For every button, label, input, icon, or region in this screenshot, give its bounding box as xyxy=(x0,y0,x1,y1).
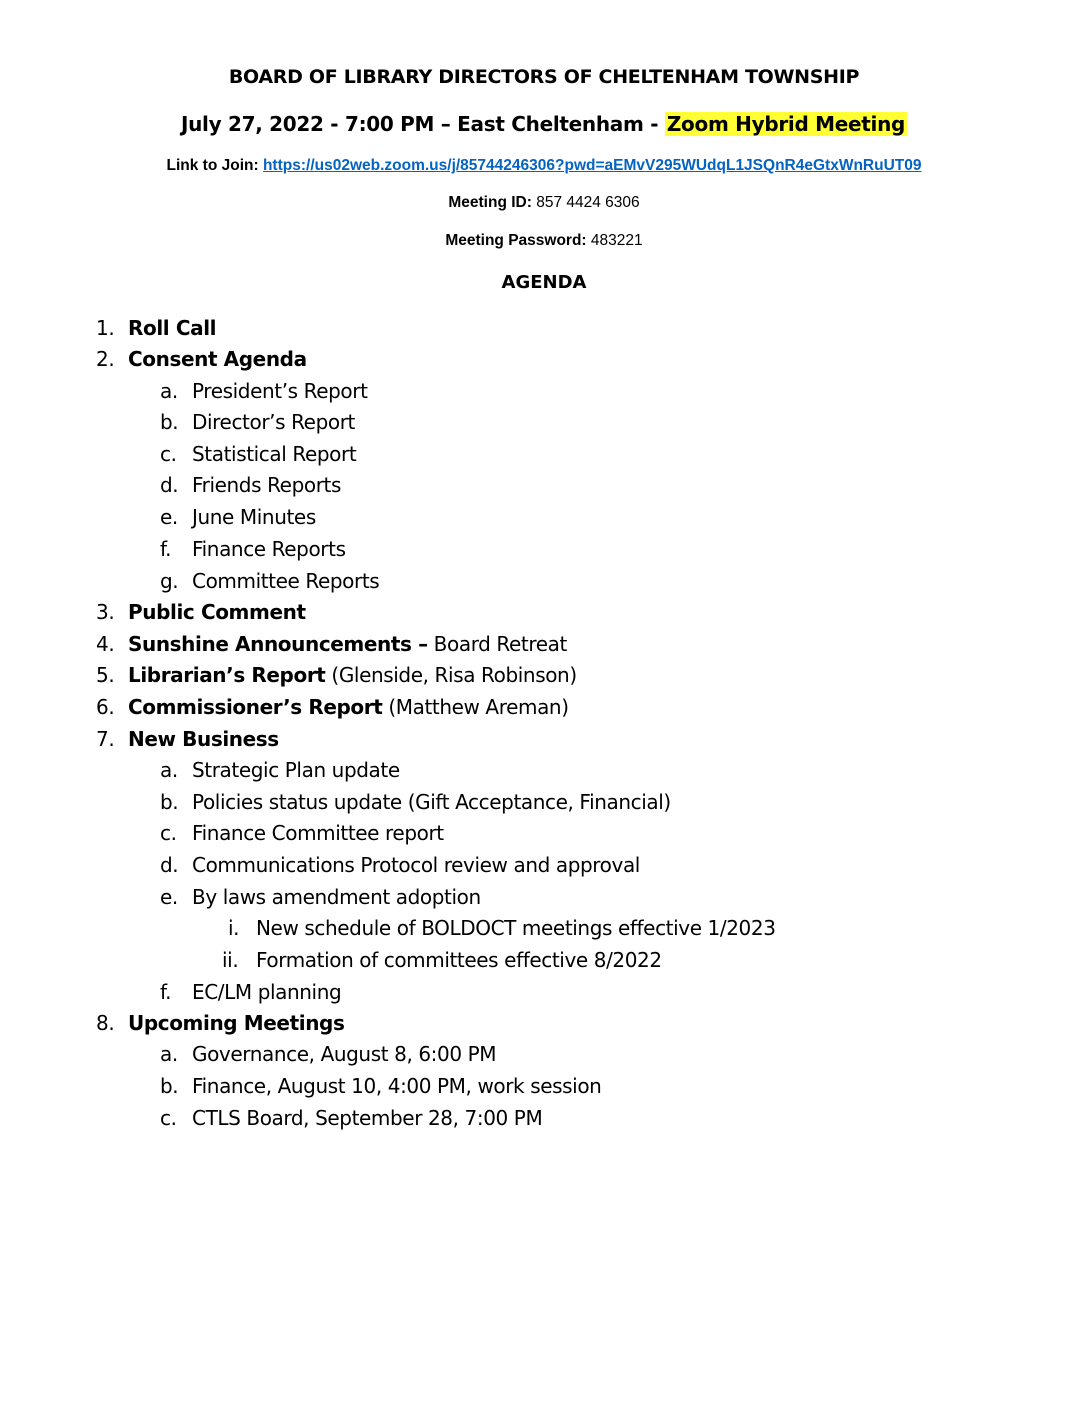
item-number: 3. xyxy=(96,600,115,624)
sub-roman: ii. xyxy=(222,948,239,972)
sub-letter: a. xyxy=(160,1042,178,1066)
sub-letter: d. xyxy=(160,473,179,497)
sub-text: Formation of committees effective 8/2022 xyxy=(256,948,662,972)
sub-text: By laws amendment adoption xyxy=(192,885,481,909)
sub-text: Strategic Plan update xyxy=(192,758,400,782)
item-number: 1. xyxy=(96,316,115,340)
sub-text: Director’s Report xyxy=(192,410,355,434)
item-detail: (Glenside, Risa Robinson) xyxy=(325,663,577,687)
sub-text: President’s Report xyxy=(192,379,368,403)
item-label: Librarian’s Report xyxy=(128,663,326,687)
sub-text: Finance Committee report xyxy=(192,821,444,845)
meeting-id-label: Meeting ID: xyxy=(448,194,532,211)
meeting-id-line xyxy=(0,194,1088,212)
sub-text: Governance, August 8, 6:00 PM xyxy=(192,1042,497,1066)
sub-text: New schedule of BOLDOCT meetings effective 1/2023 xyxy=(256,916,776,940)
sub-text: Friends Reports xyxy=(192,473,342,497)
sub-letter: b. xyxy=(160,1074,179,1098)
item-number: 8. xyxy=(96,1011,115,1035)
sub-letter: f. xyxy=(160,980,172,1004)
meeting-date-location: July 27, 2022 - 7:00 PM – East Cheltenham - xyxy=(180,112,665,136)
item-label: Upcoming Meetings xyxy=(128,1011,345,1035)
sub-text: EC/LM planning xyxy=(192,980,342,1004)
meeting-password-line xyxy=(0,232,1088,250)
sub-letter: b. xyxy=(160,410,179,434)
meeting-password-value: 483221 xyxy=(590,232,643,249)
sub-text: Finance, August 10, 4:00 PM, work session xyxy=(192,1074,602,1098)
sub-letter: b. xyxy=(160,790,179,814)
item-label: Public Comment xyxy=(128,600,306,624)
item-number: 2. xyxy=(96,347,115,371)
sub-text: Statistical Report xyxy=(192,442,357,466)
item-detail: (Matthew Areman) xyxy=(382,695,569,719)
sub-letter: f. xyxy=(160,537,172,561)
meeting-id-value: 857 4424 6306 xyxy=(536,194,640,211)
item-label: Consent Agenda xyxy=(128,347,307,371)
sub-letter: c. xyxy=(160,1106,177,1130)
zoom-hybrid-highlight: Zoom Hybrid Meeting xyxy=(666,112,906,136)
sub-letter: g. xyxy=(160,569,179,593)
sub-letter: e. xyxy=(160,885,178,909)
sub-text: Committee Reports xyxy=(192,569,380,593)
item-number: 4. xyxy=(96,632,115,656)
item-number: 7. xyxy=(96,727,115,751)
item-number: 6. xyxy=(96,695,115,719)
document-title: BOARD OF LIBRARY DIRECTORS OF CHELTENHAM TOWNSHIP xyxy=(228,66,860,88)
item-label: Commissioner’s Report xyxy=(128,695,383,719)
meeting-password-label: Meeting Password: xyxy=(445,232,587,249)
sub-letter: a. xyxy=(160,379,178,403)
item-label: Sunshine Announcements – xyxy=(128,632,428,656)
sub-text: Policies status update (Gift Acceptance, Financial) xyxy=(192,790,671,814)
sub-text: CTLS Board, September 28, 7:00 PM xyxy=(192,1106,543,1130)
sub-letter: d. xyxy=(160,853,179,877)
sub-text: June Minutes xyxy=(192,505,316,529)
agenda-heading: AGENDA xyxy=(501,272,587,293)
item-number: 5. xyxy=(96,663,115,687)
meeting-subtitle xyxy=(0,112,1088,136)
zoom-join-link[interactable]: https://us02web.zoom.us/j/85744246306?pwd=aEMvV295WUdqL1JSQnR4eGtxWnRuUT09 xyxy=(262,157,922,174)
item-label: New Business xyxy=(128,727,279,751)
sub-letter: c. xyxy=(160,442,177,466)
sub-roman: i. xyxy=(228,916,240,940)
sub-letter: e. xyxy=(160,505,178,529)
sub-text: Communications Protocol review and approval xyxy=(192,853,640,877)
sub-text: Finance Reports xyxy=(192,537,346,561)
sub-letter: c. xyxy=(160,821,177,845)
item-detail: Board Retreat xyxy=(427,632,567,656)
item-label: Roll Call xyxy=(128,316,217,340)
sub-letter: a. xyxy=(160,758,178,782)
link-label: Link to Join: xyxy=(166,157,259,174)
join-link-line xyxy=(0,157,1088,175)
